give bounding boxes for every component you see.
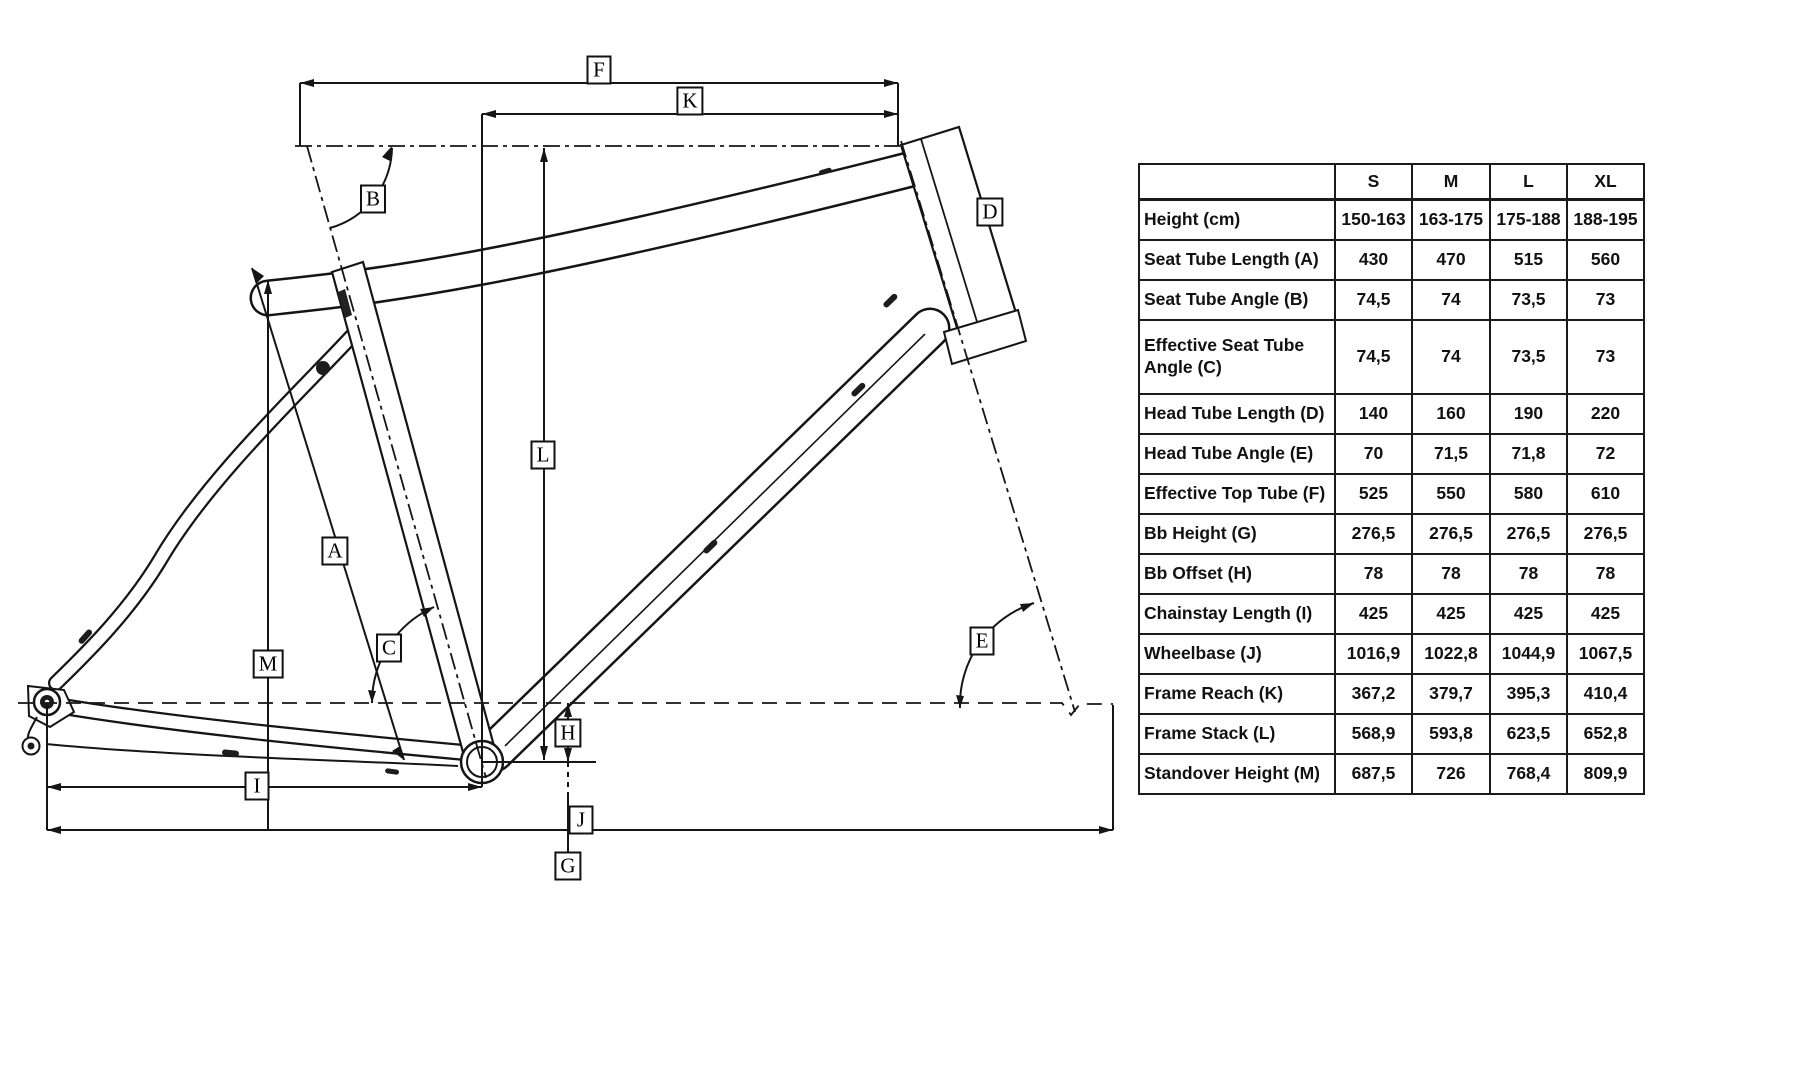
- spec-value-l: 73,5: [1490, 320, 1567, 394]
- spec-row-10: [1139, 594, 1644, 634]
- spec-row-label: Height (cm): [1139, 200, 1335, 240]
- dim-label-L: L: [531, 441, 556, 470]
- spec-value-l: 175-188: [1490, 200, 1567, 240]
- corner-cell: [1139, 164, 1335, 200]
- dim-label-M: M: [253, 650, 284, 679]
- spec-row-label: Standover Height (M): [1139, 754, 1335, 794]
- spec-value-m: 71,5: [1412, 434, 1490, 474]
- spec-table-body: [1139, 200, 1644, 794]
- dim-label-F: F: [587, 56, 612, 85]
- spec-row-label: Bb Height (G): [1139, 514, 1335, 554]
- spec-row-6: [1139, 434, 1644, 474]
- dim-label-H: H: [554, 719, 581, 748]
- spec-row-label: Effective Seat Tube Angle (C): [1139, 320, 1335, 394]
- spec-row-label: Seat Tube Length (A): [1139, 240, 1335, 280]
- spec-value-l: 78: [1490, 554, 1567, 594]
- size-header-row: [1139, 164, 1644, 200]
- spec-value-s: 367,2: [1335, 674, 1412, 714]
- spec-row-13: [1139, 714, 1644, 754]
- spec-value-m: 425: [1412, 594, 1490, 634]
- spec-value-s: 430: [1335, 240, 1412, 280]
- spec-value-s: 70: [1335, 434, 1412, 474]
- spec-value-xl: 188-195: [1567, 200, 1644, 240]
- size-col-m: M: [1412, 164, 1490, 200]
- spec-value-m: 160: [1412, 394, 1490, 434]
- spec-value-xl: 72: [1567, 434, 1644, 474]
- spec-value-xl: 1067,5: [1567, 634, 1644, 674]
- spec-value-s: 74,5: [1335, 280, 1412, 320]
- spec-row-11: [1139, 634, 1644, 674]
- spec-value-l: 1044,9: [1490, 634, 1567, 674]
- geometry-spec-table: [1138, 163, 1645, 795]
- spec-value-m: 78: [1412, 554, 1490, 594]
- spec-value-l: 395,3: [1490, 674, 1567, 714]
- spec-value-l: 623,5: [1490, 714, 1567, 754]
- spec-row-7: [1139, 474, 1644, 514]
- spec-value-s: 1016,9: [1335, 634, 1412, 674]
- spec-value-m: 593,8: [1412, 714, 1490, 754]
- spec-value-m: 74: [1412, 320, 1490, 394]
- spec-value-l: 580: [1490, 474, 1567, 514]
- spec-row-label: Wheelbase (J): [1139, 634, 1335, 674]
- spec-value-s: 525: [1335, 474, 1412, 514]
- spec-value-m: 276,5: [1412, 514, 1490, 554]
- spec-value-xl: 610: [1567, 474, 1644, 514]
- spec-row-label: Frame Stack (L): [1139, 714, 1335, 754]
- spec-value-xl: 73: [1567, 280, 1644, 320]
- spec-value-m: 1022,8: [1412, 634, 1490, 674]
- spec-value-l: 190: [1490, 394, 1567, 434]
- spec-row-4: [1139, 320, 1644, 394]
- spec-value-s: 687,5: [1335, 754, 1412, 794]
- spec-value-m: 470: [1412, 240, 1490, 280]
- spec-row-label: Frame Reach (K): [1139, 674, 1335, 714]
- spec-row-label: Chainstay Length (I): [1139, 594, 1335, 634]
- spec-row-14: [1139, 754, 1644, 794]
- spec-value-xl: 220: [1567, 394, 1644, 434]
- spec-value-s: 140: [1335, 394, 1412, 434]
- spec-value-l: 425: [1490, 594, 1567, 634]
- spec-row-label: Bb Offset (H): [1139, 554, 1335, 594]
- spec-value-l: 768,4: [1490, 754, 1567, 794]
- size-col-s: S: [1335, 164, 1412, 200]
- spec-value-xl: 425: [1567, 594, 1644, 634]
- spec-value-m: 74: [1412, 280, 1490, 320]
- spec-value-xl: 809,9: [1567, 754, 1644, 794]
- spec-row-1: [1139, 200, 1644, 240]
- bike-frame-drawing: [23, 127, 1027, 783]
- size-col-l: L: [1490, 164, 1567, 200]
- spec-value-m: 163-175: [1412, 200, 1490, 240]
- spec-value-xl: 73: [1567, 320, 1644, 394]
- spec-value-m: 550: [1412, 474, 1490, 514]
- spec-value-xl: 652,8: [1567, 714, 1644, 754]
- spec-row-label: Head Tube Angle (E): [1139, 434, 1335, 474]
- dim-label-J: J: [569, 806, 594, 835]
- size-col-xl: XL: [1567, 164, 1644, 200]
- spec-value-s: 74,5: [1335, 320, 1412, 394]
- spec-value-s: 150-163: [1335, 200, 1412, 240]
- spec-value-m: 726: [1412, 754, 1490, 794]
- spec-value-s: 78: [1335, 554, 1412, 594]
- spec-value-xl: 78: [1567, 554, 1644, 594]
- spec-row-8: [1139, 514, 1644, 554]
- spec-value-l: 276,5: [1490, 514, 1567, 554]
- spec-row-12: [1139, 674, 1644, 714]
- spec-value-s: 425: [1335, 594, 1412, 634]
- dim-label-D: D: [976, 198, 1003, 227]
- dim-label-G: G: [554, 852, 581, 881]
- dim-label-B: B: [360, 185, 386, 214]
- spec-row-label: Head Tube Length (D): [1139, 394, 1335, 434]
- dim-label-A: A: [321, 537, 348, 566]
- spec-value-s: 568,9: [1335, 714, 1412, 754]
- geometry-table-container: [1138, 163, 1645, 795]
- dim-label-I: I: [245, 772, 270, 801]
- spec-row-5: [1139, 394, 1644, 434]
- spec-value-xl: 410,4: [1567, 674, 1644, 714]
- spec-value-l: 71,8: [1490, 434, 1567, 474]
- spec-value-m: 379,7: [1412, 674, 1490, 714]
- dim-label-K: K: [676, 87, 703, 116]
- spec-value-xl: 276,5: [1567, 514, 1644, 554]
- spec-row-3: [1139, 280, 1644, 320]
- spec-row-label: Seat Tube Angle (B): [1139, 280, 1335, 320]
- spec-value-xl: 560: [1567, 240, 1644, 280]
- spec-value-s: 276,5: [1335, 514, 1412, 554]
- spec-row-9: [1139, 554, 1644, 594]
- spec-row-2: [1139, 240, 1644, 280]
- dim-label-E: E: [970, 627, 995, 656]
- spec-row-label: Effective Top Tube (F): [1139, 474, 1335, 514]
- spec-value-l: 515: [1490, 240, 1567, 280]
- dim-label-C: C: [376, 634, 402, 663]
- spec-value-l: 73,5: [1490, 280, 1567, 320]
